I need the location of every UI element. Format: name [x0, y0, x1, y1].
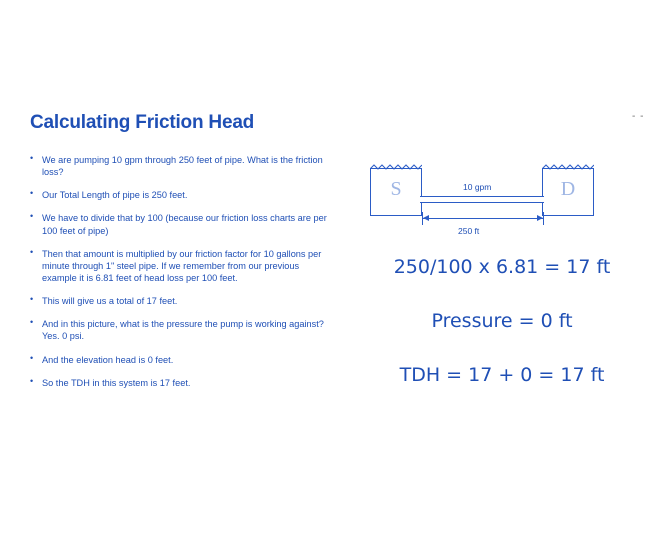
source-tank	[370, 168, 422, 216]
discharge-tank-label: D	[560, 178, 576, 200]
list-item: • Then that amount is multiplied by our friction factor for 10 gallons per minute through 1" steel pipe. If we remember from our previous example it is 6.81 feet of head loss per 100 feet.	[28, 248, 328, 284]
distance-label: 250 ft	[458, 226, 480, 236]
dimension-arrow-left-icon	[423, 215, 429, 221]
pipe-segment	[420, 196, 544, 203]
flow-rate-label: 10 gpm	[463, 182, 492, 192]
list-item: • Our Total Length of pipe is 250 feet.	[28, 189, 328, 201]
list-item: • This will give us a total of 17 feet.	[28, 295, 328, 307]
list-item: • And in this picture, what is the pressure the pump is working against? Yes. 0 psi.	[28, 318, 328, 342]
list-item: • We are pumping 10 gpm through 250 feet of pipe. What is the friction loss?	[28, 154, 328, 178]
list-item: • And the elevation head is 0 feet.	[28, 354, 328, 366]
source-tank-label: S	[390, 178, 402, 200]
tank-top-zigzag-icon	[542, 164, 594, 170]
pipe-diagram	[366, 160, 648, 245]
bullet-list	[28, 154, 328, 400]
equation-pressure: Pressure = 0 ft	[431, 310, 573, 332]
dimension-arrow-right-icon	[537, 215, 543, 221]
equation-tdh: TDH = 17 + 0 = 17 ft	[399, 364, 605, 386]
discharge-tank	[542, 168, 594, 216]
dimension-line	[422, 218, 544, 219]
page-title: Calculating Friction Head	[30, 112, 255, 133]
list-item: • We have to divide that by 100 (because our friction loss charts are per 100 feet of pipe)	[28, 212, 328, 236]
equation-friction-head: 250/100 x 6.81 = 17 ft	[393, 256, 611, 278]
corner-mark: - -	[632, 111, 645, 122]
list-item: • So the TDH in this system is 17 feet.	[28, 377, 328, 389]
tank-top-zigzag-icon	[370, 164, 422, 170]
